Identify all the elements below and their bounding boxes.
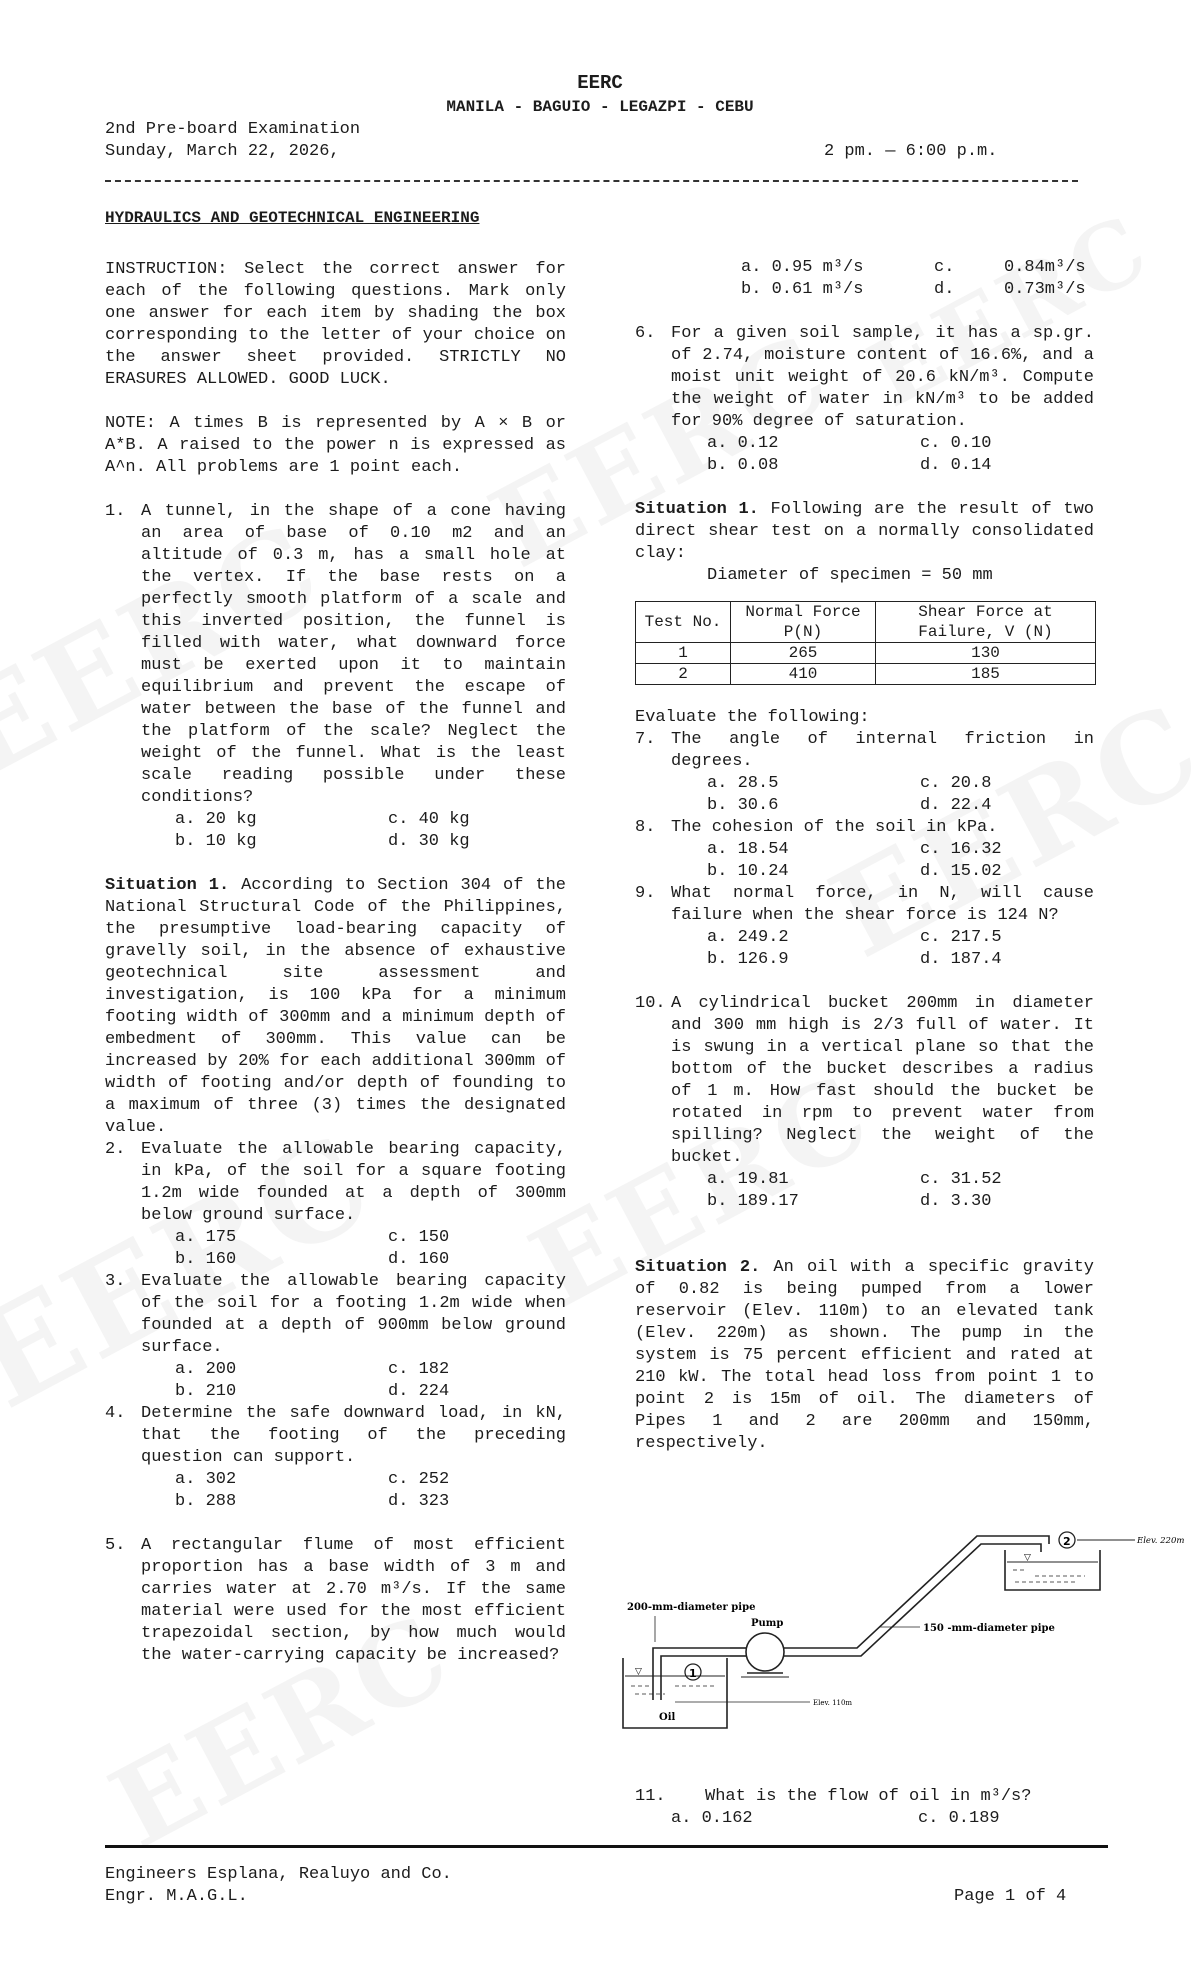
situation-1-shear xyxy=(635,499,1094,565)
choice-b: b. 10.24 xyxy=(707,862,789,881)
question-6 xyxy=(635,323,1094,477)
question-text: Evaluate the allowable bearing capacity of the soil for a footing 1.2m wide when founded at a depth of 900mm below ground surface. xyxy=(141,1272,566,1357)
choice-c-value: 0.84m³/s xyxy=(1004,258,1086,277)
pipe-1-label: 200-mm-diameter pipe xyxy=(627,1602,756,1613)
situation-label: Situation 1. xyxy=(105,876,230,895)
table-cell: 130 xyxy=(876,643,1096,664)
question-10 xyxy=(635,993,1094,1213)
choice-c: c. 16.32 xyxy=(920,840,1002,859)
pump-system-figure xyxy=(615,1480,1195,1780)
situation-text: Following are the result of two direct shear test on a normally consolidated clay: xyxy=(635,500,1095,563)
elev-bottom-label: Elev. 110m xyxy=(813,1699,853,1707)
elev-top-label: Elev. 220m xyxy=(1137,1536,1185,1546)
question-number: 8. xyxy=(635,818,656,837)
point-1-label: 1 xyxy=(689,1667,697,1680)
table-header-row xyxy=(636,602,1096,643)
choice-c-letter: c. xyxy=(934,258,955,277)
question-1 xyxy=(105,501,566,853)
question-text: What normal force, in N, will cause failure when the shear force is 124 N? xyxy=(671,884,1094,925)
choice-d: d. 187.4 xyxy=(920,950,1002,969)
question-7 xyxy=(635,729,1094,817)
choice-b: b. 160 xyxy=(175,1250,237,1269)
footer-divider xyxy=(105,1845,1108,1848)
choice-d: d. 224 xyxy=(388,1382,450,1401)
question-number: 1. xyxy=(105,502,126,521)
choice-a: a. 28.5 xyxy=(707,774,779,793)
question-8 xyxy=(635,817,1094,883)
question-text: The angle of internal friction in degrees. xyxy=(671,730,1094,771)
situation-text: An oil with a specific gravity of 0.82 is being pumped from a lower reservoir (Elev. 110m) to an elevated tank (Elev. 220m) as shown. The pump in the system is 75 percent efficient and rated at 210 kW. The total head loss from point 1 to point 2 is 15m of oil. The diameters of Pipes 1 and 2 are 200mm and 150mm, respectively. xyxy=(635,1258,1094,1453)
pump xyxy=(746,1633,784,1671)
choice-a: a. 0.95 m³/s xyxy=(741,258,864,277)
choice-d: d. 15.02 xyxy=(920,862,1002,881)
choice-d: d. 3.30 xyxy=(920,1192,992,1211)
choice-d-value: 0.73m³/s xyxy=(1004,280,1086,299)
header-divider xyxy=(105,180,1078,182)
instruction: INSTRUCTION: Select the correct answer for each of the following questions. Mark only one answer for each item by shading the box corresponding to the letter of your choice on the answer sheet provided. STRICTLY NO ERASURES ALLOWED. GOOD LUCK. xyxy=(105,260,566,389)
choice-c: c. 0.10 xyxy=(920,434,992,453)
choice-d-letter: d. xyxy=(934,280,955,299)
choice-b: b. 0.08 xyxy=(707,456,779,475)
situation-label: Situation 1. xyxy=(635,500,759,519)
choice-c: c. 0.189 xyxy=(918,1809,1000,1828)
choice-c: c. 20.8 xyxy=(920,774,992,793)
choice-b: b. 30.6 xyxy=(707,796,779,815)
choice-a: a. 20 kg xyxy=(175,810,257,829)
choice-c: c. 252 xyxy=(388,1470,450,1489)
choice-d: d. 160 xyxy=(388,1250,450,1269)
table-header: Shear Force at Failure, V (N) xyxy=(876,602,1096,643)
upper-tank xyxy=(1005,1550,1100,1590)
choice-b: b. 189.17 xyxy=(707,1192,799,1211)
table-header: Test No. xyxy=(636,602,731,643)
choice-a: a. 302 xyxy=(175,1470,237,1489)
choice-d: d. 323 xyxy=(388,1492,450,1511)
choice-c: c. 182 xyxy=(388,1360,450,1379)
choice-a: a. 19.81 xyxy=(707,1170,789,1189)
subject-title: HYDRAULICS AND GEOTECHNICAL ENGINEERING xyxy=(105,209,480,227)
choice-c: c. 150 xyxy=(388,1228,450,1247)
question-text: Evaluate the allowable bearing capacity, in kPa, of the soil for a square footing 1.2m wide founded at a depth of 300mm below ground surface. xyxy=(141,1140,566,1225)
question-number: 2. xyxy=(105,1140,126,1159)
choice-b: b. 0.61 m³/s xyxy=(741,280,864,299)
question-number: 9. xyxy=(635,884,656,903)
situation-1-bearing xyxy=(105,875,566,1139)
specimen-diameter: Diameter of specimen = 50 mm xyxy=(707,566,993,585)
question-number: 7. xyxy=(635,730,656,749)
choice-b: b. 10 kg xyxy=(175,832,257,851)
question-text: For a given soil sample, it has a sp.gr. of 2.74, moisture content of 16.6%, and a moist unit weight of 20.6 kN/m³. Compute the weight of water in kN/m³ to be added for 90% degree of saturation. xyxy=(671,324,1094,431)
question-2 xyxy=(105,1139,566,1271)
choice-a: a. 0.12 xyxy=(707,434,779,453)
choice-a: a. 0.162 xyxy=(671,1809,753,1828)
question-text: A cylindrical bucket 200mm in diameter and 300 mm high is 2/3 full of water. It is swung in a vertical plane so that the bottom of the bucket describes a radius of 1 m. How fast should the bucket be rotated in rpm to prevent water from spilling? Neglect the weight of the bucket. xyxy=(671,994,1094,1167)
exam-date: Sunday, March 22, 2026, xyxy=(105,142,340,161)
question-9 xyxy=(635,883,1094,971)
choice-d: d. 0.14 xyxy=(920,456,992,475)
shear-test-table xyxy=(635,601,1096,685)
choice-a: a. 18.54 xyxy=(707,840,789,859)
table-cell: 2 xyxy=(636,664,731,685)
pipe-2-label: 150 -mm-diameter pipe xyxy=(923,1623,1055,1634)
choice-c: c. 31.52 xyxy=(920,1170,1002,1189)
question-number: 3. xyxy=(105,1272,126,1291)
choice-b: b. 210 xyxy=(175,1382,237,1401)
choice-a: a. 249.2 xyxy=(707,928,789,947)
question-number: 5. xyxy=(105,1536,126,1555)
pump-label: Pump xyxy=(751,1618,784,1629)
table-cell: 410 xyxy=(731,664,876,685)
surface-marker: ▽ xyxy=(1024,1553,1031,1563)
oil-label: Oil xyxy=(659,1712,676,1723)
table-cell: 1 xyxy=(636,643,731,664)
page-number: Page 1 of 4 xyxy=(954,1887,1067,1906)
choice-b: b. 288 xyxy=(175,1492,237,1511)
choice-d: d. 30 kg xyxy=(388,832,470,851)
question-text: What is the flow of oil in m³/s? xyxy=(705,1787,1032,1806)
question-text: The cohesion of the soil in kPa. xyxy=(671,818,998,837)
table-cell: 265 xyxy=(731,643,876,664)
surface-marker: ▽ xyxy=(635,1667,642,1677)
table-row xyxy=(636,664,1096,685)
choice-a: a. 175 xyxy=(175,1228,237,1247)
question-number: 10. xyxy=(635,994,666,1013)
footer-author: Engr. M.A.G.L. xyxy=(105,1887,248,1906)
choice-d: d. 22.4 xyxy=(920,796,992,815)
choice-c: c. 217.5 xyxy=(920,928,1002,947)
point-2-label: 2 xyxy=(1063,1535,1071,1548)
choice-b: b. 126.9 xyxy=(707,950,789,969)
question-11 xyxy=(635,1786,1094,1830)
question-number: 4. xyxy=(105,1404,126,1423)
header-locations: MANILA - BAGUIO - LEGAZPI - CEBU xyxy=(446,98,754,116)
question-text: A rectangular flume of most efficient proportion has a base width of 3 m and carries water at 2.70 m³/s. If the same material were used for the most efficient trapezoidal section, by how much would the water-carrying capacity be increased? xyxy=(141,1536,566,1665)
note: NOTE: A times B is represented by A × B or A*B. A raised to the power n is expressed as A^n. All problems are 1 point each. xyxy=(105,414,566,477)
question-4 xyxy=(105,1403,566,1513)
question-5 xyxy=(105,1535,566,1667)
choice-a: a. 200 xyxy=(175,1360,237,1379)
question-5-choices xyxy=(635,257,1094,301)
table-cell: 185 xyxy=(876,664,1096,685)
choice-c: c. 40 kg xyxy=(388,810,470,829)
situation-label: Situation 2. xyxy=(635,1258,761,1277)
table-header: Normal Force P(N) xyxy=(731,602,876,643)
question-3 xyxy=(105,1271,566,1403)
table-row xyxy=(636,643,1096,664)
question-number: 11. xyxy=(635,1787,666,1806)
situation-2 xyxy=(635,1257,1094,1455)
footer-company: Engineers Esplana, Realuyo and Co. xyxy=(105,1865,452,1884)
exam-name: 2nd Pre-board Examination xyxy=(105,120,361,139)
header-title: EERC xyxy=(577,72,623,94)
question-text: A tunnel, in the shape of a cone having an area of base of 0.10 m2 and an altitude of 0.3 m, has a small hole at the vertex. If the base rests on a perfectly smooth platform of a scale and this inverted position, the funnel is filled with water, what downward force must be exerted upon it to maintain equilibrium and prevent the escape of water between the base of the funnel and the platform of the scale? Neglect the weight of the funnel. What is the least scale reading possible under these conditions? xyxy=(141,502,566,807)
exam-time: 2 pm. — 6:00 p.m. xyxy=(824,142,998,161)
evaluate-label: Evaluate the following: xyxy=(635,708,870,727)
left-column xyxy=(105,259,566,1667)
question-number: 6. xyxy=(635,324,656,343)
question-text: Determine the safe downward load, in kN, that the footing of the preceding question can support. xyxy=(141,1404,566,1467)
situation-text: According to Section 304 of the National Structural Code of the Philippines, the presumptive load-bearing capacity of gravelly soil, in the absence of exhaustive geotechnical site assessment and investigation, is 100 kPa for a minimum footing width of 300mm and a minimum depth of embedment of 300mm. This value can be increased by 20% for each additional 300mm of width of footing and/or depth of founding to a maximum of three (3) times the designated value. xyxy=(105,876,567,1137)
right-column xyxy=(635,257,1094,1455)
